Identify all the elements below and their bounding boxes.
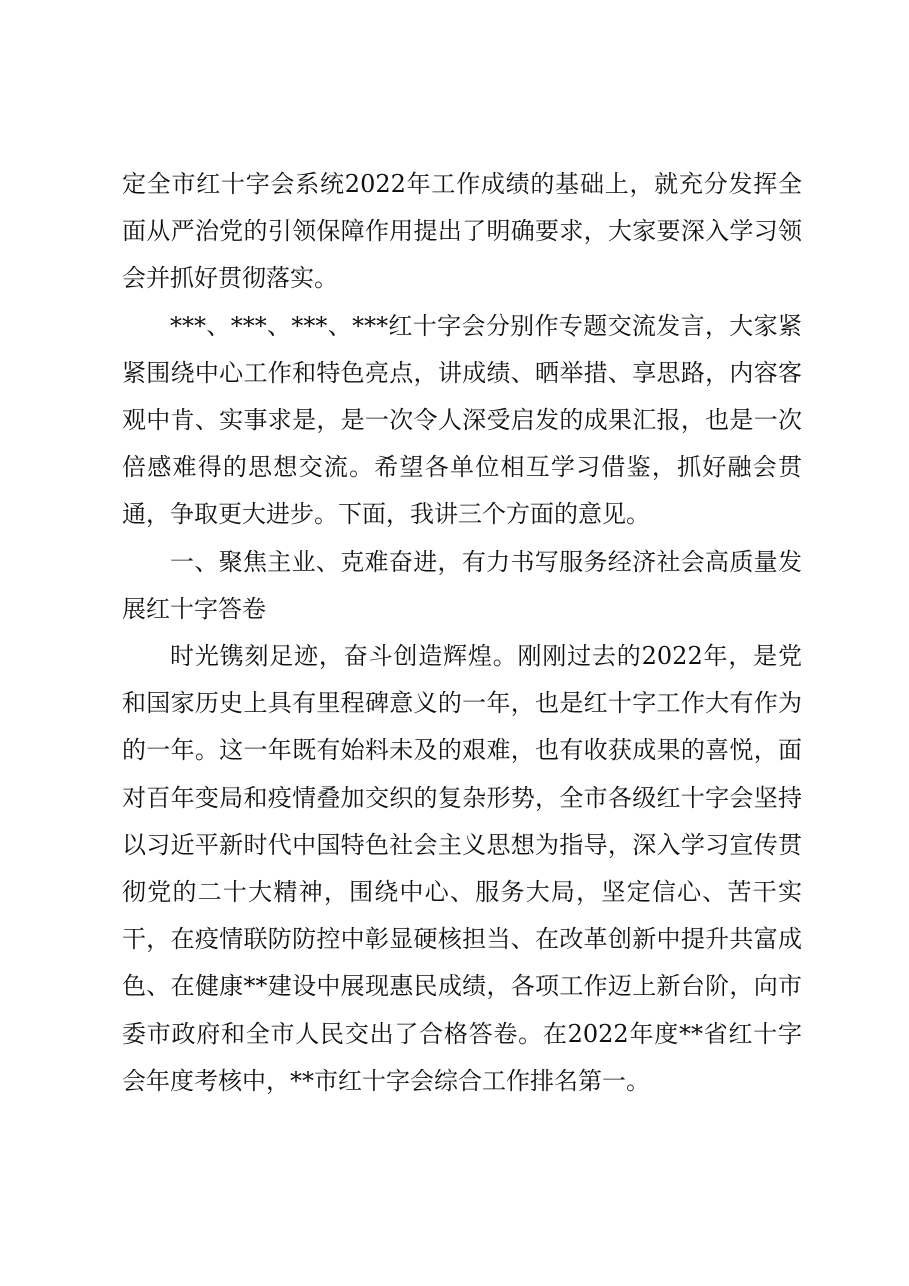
paragraph-1: 定全市红十字会系统2022年工作成绩的基础上，就充分发挥全面从严治党的引领保障作用提出了明确要求，大家要深入学习领会并抓好贯彻落实。 (122, 170, 802, 293)
document-body (122, 161, 802, 1105)
section-heading-1: 一、聚焦主业、克难奋进，有力书写服务经济社会高质量发展红十字答卷 (122, 547, 802, 623)
paragraph-3: 时光镌刻足迹，奋斗创造辉煌。刚刚过去的2022年，是党和国家历史上具有里程碑意义的一年，也是红十字工作大有作为的一年。这一年既有始料未及的艰难，也有收获成果的喜悦，面对百年变局和疫情叠加交织的复杂形势，全市各级红十字会坚持以习近平新时代中国特色社会主义思想为指导，深入学习宣传贯彻党的二十大精神，围绕中心、服务大局，坚定信心、苦干实干，在疫情联防防控中彰显硬核担当、在改革创新中提升共富成色、在健康**建设中展现惠民成绩，各项工作迈上新台阶，向市委市政府和全市人民交出了合格答卷。在2022年度**省红十字会年度考核中，**市红十字会综合工作排名第一。 (122, 642, 802, 1095)
paragraph-2: ***、***、***、***红十字会分别作专题交流发言，大家紧紧围绕中心工作和特色亮点，讲成绩、晒举措、享思路，内容客观中肯、实事求是，是一次令人深受启发的成果汇报，也是一次倍感难得的思想交流。希望各单位相互学习借鉴，抓好融会贯通，争取更大进步。下面，我讲三个方面的意见。 (122, 311, 802, 529)
